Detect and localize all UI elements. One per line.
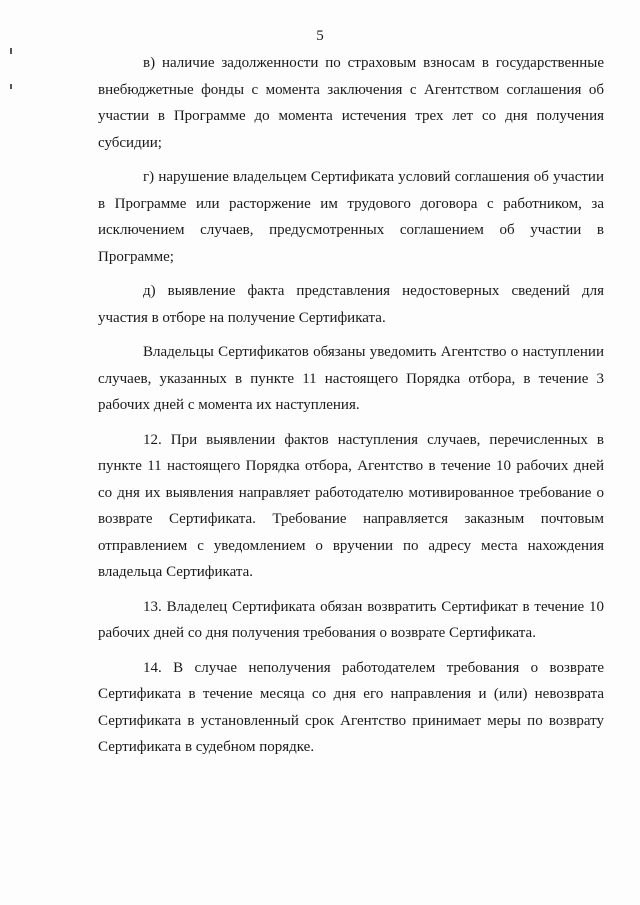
document-body <box>98 50 604 769</box>
scan-artifact-mark <box>10 48 12 54</box>
paragraph-item-d: д) выявление факта представления недостоверных сведений для участия в отборе на получение Сертификата. <box>98 283 604 326</box>
paragraph-clause-13: 13. Владелец Сертификата обязан возвратить Сертификат в течение 10 рабочих дней со дня получения требования о возврате Сертификата. <box>98 598 604 641</box>
page-number: 5 <box>316 28 324 44</box>
paragraph-item-g: г) нарушение владельцем Сертификата условий соглашения об участии в Программе или расторжение им трудового договора с работником, за исключением случаев, предусмотренных соглашением об участии в Программе; <box>98 169 604 265</box>
paragraph-clause-12: 12. При выявлении фактов наступления случаев, перечисленных в пункте 11 настоящего Порядка отбора, Агентство в течение 10 рабочих дней со дня их выявления направляет работодателю мотивированное требование о возврате Сертификата. Требование направляется заказным почтовым отправлением с уведомлением о вручении по адресу места нахождения владельца Сертификата. <box>98 431 604 580</box>
scan-artifact-mark <box>10 84 12 89</box>
paragraph-item-v: в) наличие задолженности по страховым взносам в государственные внебюджетные фонды с момента заключения с Агентством соглашения об участии в Программе до момента истечения трех лет со дня получения субсидии; <box>98 55 604 151</box>
paragraph-notification-duty: Владельцы Сертификатов обязаны уведомить Агентство о наступлении случаев, указанных в пункте 11 настоящего Порядка отбора, в течение 3 рабочих дней с момента их наступления. <box>98 344 604 413</box>
paragraph-clause-14: 14. В случае неполучения работодателем требования о возврате Сертификата в течение месяца со дня его направления и (или) невозврата Сертификата в установленный срок Агентство принимает меры по возврату Сертификата в судебном порядке. <box>98 659 604 755</box>
